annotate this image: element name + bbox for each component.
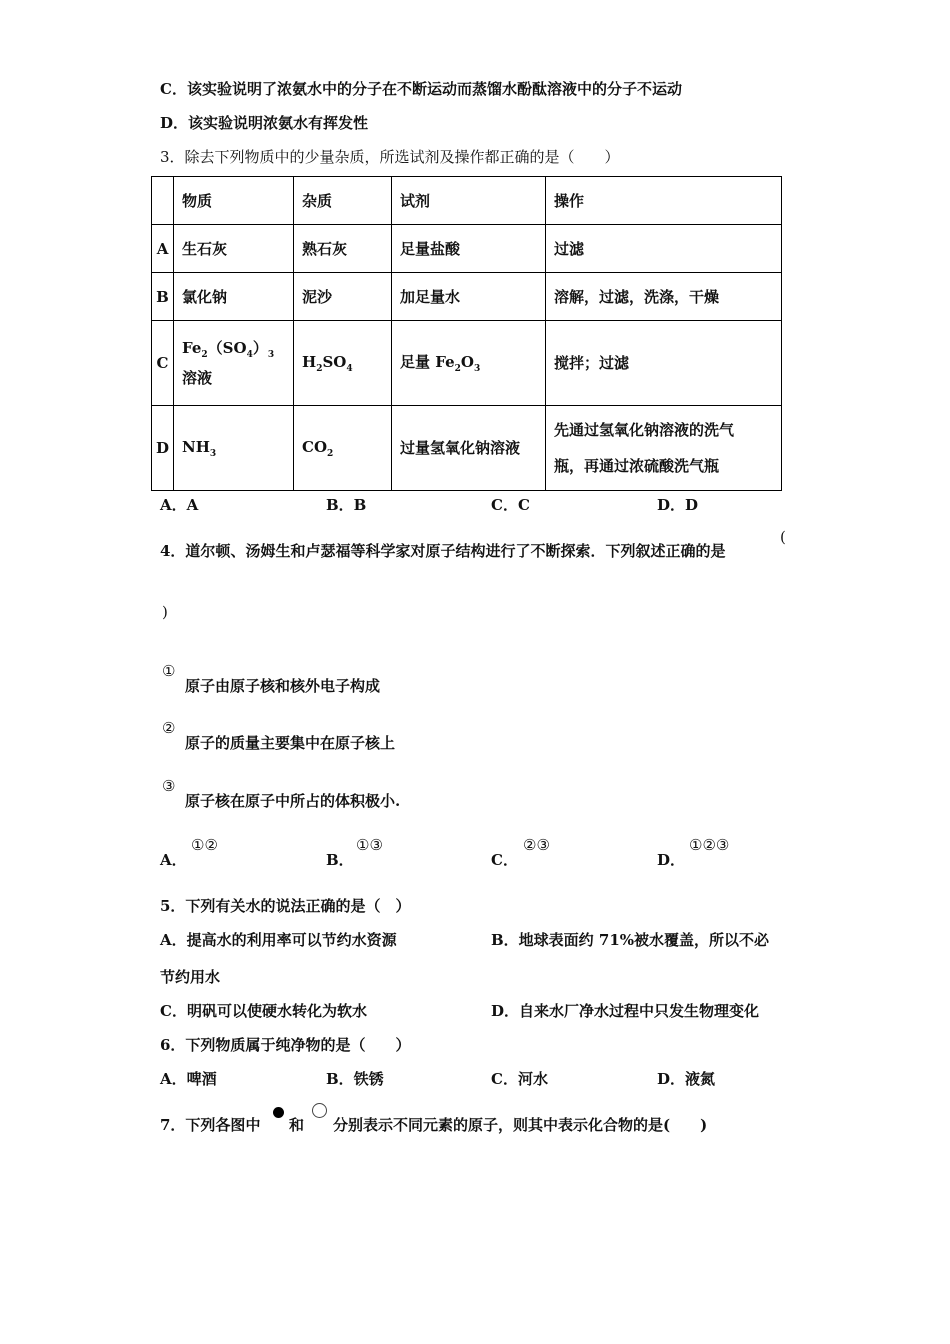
q6-option-d: D．液氮 xyxy=(657,1070,716,1088)
q4-paren-close: ) xyxy=(162,603,168,621)
q4-option-b-value: ①③ xyxy=(356,836,383,854)
table-row xyxy=(152,406,782,491)
cell-substance: $Fe_2(SO_4)_3$ 溶液 xyxy=(174,321,294,406)
cell-operation: 过滤 xyxy=(546,225,782,273)
cell-substance: 生石灰 xyxy=(174,225,294,273)
black-atom-icon xyxy=(273,1107,284,1118)
table-row xyxy=(152,225,782,273)
header-impurity: 杂质 xyxy=(294,177,392,225)
cell-reagent: 足量盐酸 xyxy=(392,225,546,273)
cell-operation: 搅拌；过滤 xyxy=(546,321,782,406)
q3-option-d: D．D xyxy=(657,496,699,514)
q4-paren-open: ( xyxy=(780,528,786,546)
q4-option-d-label: D． xyxy=(657,851,686,869)
q4-option-a-value: ①② xyxy=(191,836,218,854)
cell-reagent: 过量氢氧化钠溶液 xyxy=(392,406,546,491)
statement-marker: ② xyxy=(162,719,176,737)
q5-option-b-cont: 节约用水 xyxy=(160,968,221,986)
cell-impurity: $CO_2$ xyxy=(294,406,392,491)
q6-option-a: A．啤酒 xyxy=(160,1070,217,1088)
q4-option-a-label: A． xyxy=(160,851,187,869)
q7-stem-part1: 7．下列各图中 xyxy=(160,1116,261,1134)
q7-stem-part3: 分别表示不同元素的原子，则其中表示化合物的是( ) xyxy=(333,1116,708,1134)
q3-option-b: B．B xyxy=(326,496,367,514)
q4-stem: 4．道尔顿、汤姆生和卢瑟福等科学家对原子结构进行了不断探索．下列叙述正确的是 xyxy=(160,542,726,560)
row-label: C xyxy=(152,321,174,406)
q2-option-d: D．该实验说明浓氨水有挥发性 xyxy=(160,114,369,132)
row-label: D xyxy=(152,406,174,491)
table-header-row xyxy=(152,177,782,225)
row-label: A xyxy=(152,225,174,273)
q5-option-b: B．地球表面约 71%被水覆盖，所以不必 xyxy=(491,931,770,949)
cell-substance: $NH_3$ xyxy=(174,406,294,491)
statement-text: 原子核在原子中所占的体积极小. xyxy=(185,792,401,810)
cell-reagent: 足量 $Fe_2O_3$ xyxy=(392,321,546,406)
q4-option-d-value: ①②③ xyxy=(689,836,730,854)
statement-marker: ① xyxy=(162,662,176,680)
q7-stem-part2: 和 xyxy=(289,1116,305,1134)
statement-marker: ③ xyxy=(162,777,176,795)
cell-reagent: 加足量水 xyxy=(392,273,546,321)
table-row xyxy=(152,321,782,406)
cell-impurity: 熟石灰 xyxy=(294,225,392,273)
cell-operation: 先通过氢氧化钠溶液的洗气 瓶，再通过浓硫酸洗气瓶 xyxy=(546,406,782,491)
q6-option-b: B．铁锈 xyxy=(326,1070,384,1088)
q5-option-d: D．自来水厂净水过程中只发生物理变化 xyxy=(491,1002,760,1020)
q4-option-b-label: B． xyxy=(326,851,354,869)
q3-stem: 3．除去下列物质中的少量杂质，所选试剂及操作都正确的是（ ） xyxy=(160,148,620,166)
row-label: B xyxy=(152,273,174,321)
q6-stem: 6．下列物质属于纯净物的是（ ） xyxy=(160,1036,411,1054)
cell-operation: 溶解，过滤，洗涤，干燥 xyxy=(546,273,782,321)
cell-impurity: 泥沙 xyxy=(294,273,392,321)
q2-option-c: C．该实验说明了浓氨水中的分子在不断运动而蒸馏水酚酞溶液中的分子不运动 xyxy=(160,80,682,98)
cell-substance: 氯化钠 xyxy=(174,273,294,321)
q4-option-c-label: C． xyxy=(491,851,518,869)
q3-option-c: C．C xyxy=(491,496,530,514)
statement-text: 原子的质量主要集中在原子核上 xyxy=(185,734,396,752)
q4-option-c-value: ②③ xyxy=(523,836,550,854)
q5-option-c: C．明矾可以使硬水转化为软水 xyxy=(160,1002,367,1020)
header-reagent: 试剂 xyxy=(392,177,546,225)
white-atom-icon xyxy=(312,1103,327,1118)
table-row xyxy=(152,273,782,321)
q6-option-c: C．河水 xyxy=(491,1070,548,1088)
q5-option-a: A．提高水的利用率可以节约水资源 xyxy=(160,931,397,949)
q3-option-a: A．A xyxy=(160,496,199,514)
statement-text: 原子由原子核和核外电子构成 xyxy=(185,677,381,695)
header-substance: 物质 xyxy=(174,177,294,225)
q3-table xyxy=(151,176,782,491)
q5-stem: 5．下列有关水的说法正确的是（ ） xyxy=(160,897,411,915)
header-operation: 操作 xyxy=(546,177,782,225)
cell-impurity: $H_2SO_4$ xyxy=(294,321,392,406)
